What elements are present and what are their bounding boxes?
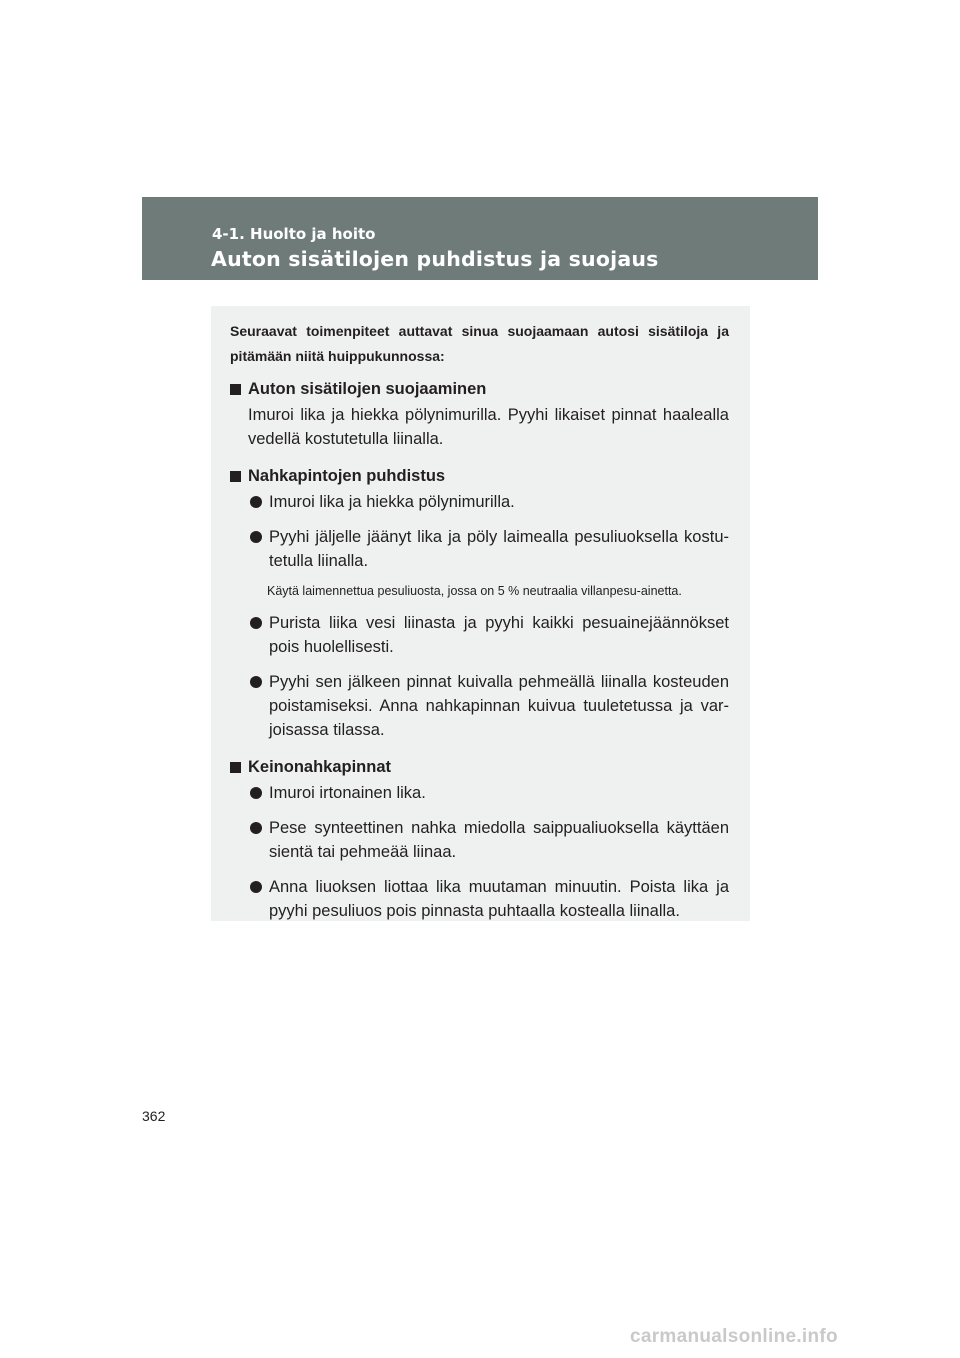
leather-bullet-list	[230, 490, 729, 742]
note-text: Käytä laimennettua pesuliuosta, jossa on 5 % neutraalia villanpesu-ainetta.	[267, 584, 682, 598]
list-item-text: Anna liuoksen liottaa lika muutaman minuutin. Poista lika ja pyyhi pesuliuos pois pinnasta puhtaalla kostealla liinalla.	[269, 878, 729, 920]
list-item-text: Pyyhi sen jälkeen pinnat kuivalla pehmeällä liinalla kosteuden poistamiseksi. Anna nahkapinnan kuivua tuuletetussa ja var-joisassa tilassa.	[269, 673, 729, 739]
list-item-text: Imuroi irtonainen lika.	[269, 784, 426, 802]
square-bullet-icon	[230, 762, 241, 773]
section-heading-text: Nahkapintojen puhdistus	[248, 467, 446, 485]
section-label: 4-1. Huolto ja hoito	[212, 225, 376, 243]
list-item-text: Pyyhi jäljelle jäänyt lika ja pöly laimealla pesuliuoksella kostu-tetulla liinalla.	[269, 528, 729, 570]
section-heading-text: Auton sisätilojen suojaaminen	[248, 380, 487, 398]
bullet-dot-icon	[250, 787, 262, 799]
section-heading-text: Keinonahkapinnat	[248, 758, 392, 776]
section-heading-leather	[230, 464, 729, 488]
list-item	[248, 490, 729, 514]
page-number: 362	[142, 1108, 166, 1124]
section-heading-synthetic	[230, 755, 729, 779]
list-item	[248, 525, 729, 573]
bullet-dot-icon	[250, 822, 262, 834]
list-item	[248, 781, 729, 805]
section-header	[142, 197, 818, 280]
bullet-dot-icon	[250, 881, 262, 893]
section-heading-protection	[230, 377, 729, 401]
square-bullet-icon	[230, 471, 241, 482]
list-item	[248, 816, 729, 864]
list-item-text: Imuroi lika ja hiekka pölynimurilla.	[269, 493, 515, 511]
list-item	[248, 670, 729, 742]
bullet-dot-icon	[250, 617, 262, 629]
watermark-link[interactable]: carmanualsonline.info	[630, 1326, 838, 1347]
bullet-dot-icon	[250, 531, 262, 543]
page-title: Auton sisätilojen puhdistus ja suojaus	[211, 247, 659, 271]
section-paragraph: Imuroi lika ja hiekka pölynimurilla. Pyyhi likaiset pinnat haalealla vedellä kostutetulla liinalla.	[248, 406, 729, 448]
intro-text: Seuraavat toimenpiteet auttavat sinua suojaamaan autosi sisätiloja ja pitämään niitä huippukunnossa:	[230, 323, 729, 364]
list-item-text: Purista liika vesi liinasta ja pyyhi kaikki pesuainejäännökset pois huolellisesti.	[269, 614, 729, 656]
square-bullet-icon	[230, 384, 241, 395]
content-box	[211, 306, 750, 921]
list-item	[248, 875, 729, 923]
bullet-dot-icon	[250, 496, 262, 508]
list-item-text: Pese synteettinen nahka miedolla saippualiuoksella käyttäen sientä tai pehmeää liinaa.	[269, 819, 729, 861]
bullet-dot-icon	[250, 676, 262, 688]
synthetic-bullet-list	[230, 781, 729, 923]
list-item	[248, 611, 729, 659]
